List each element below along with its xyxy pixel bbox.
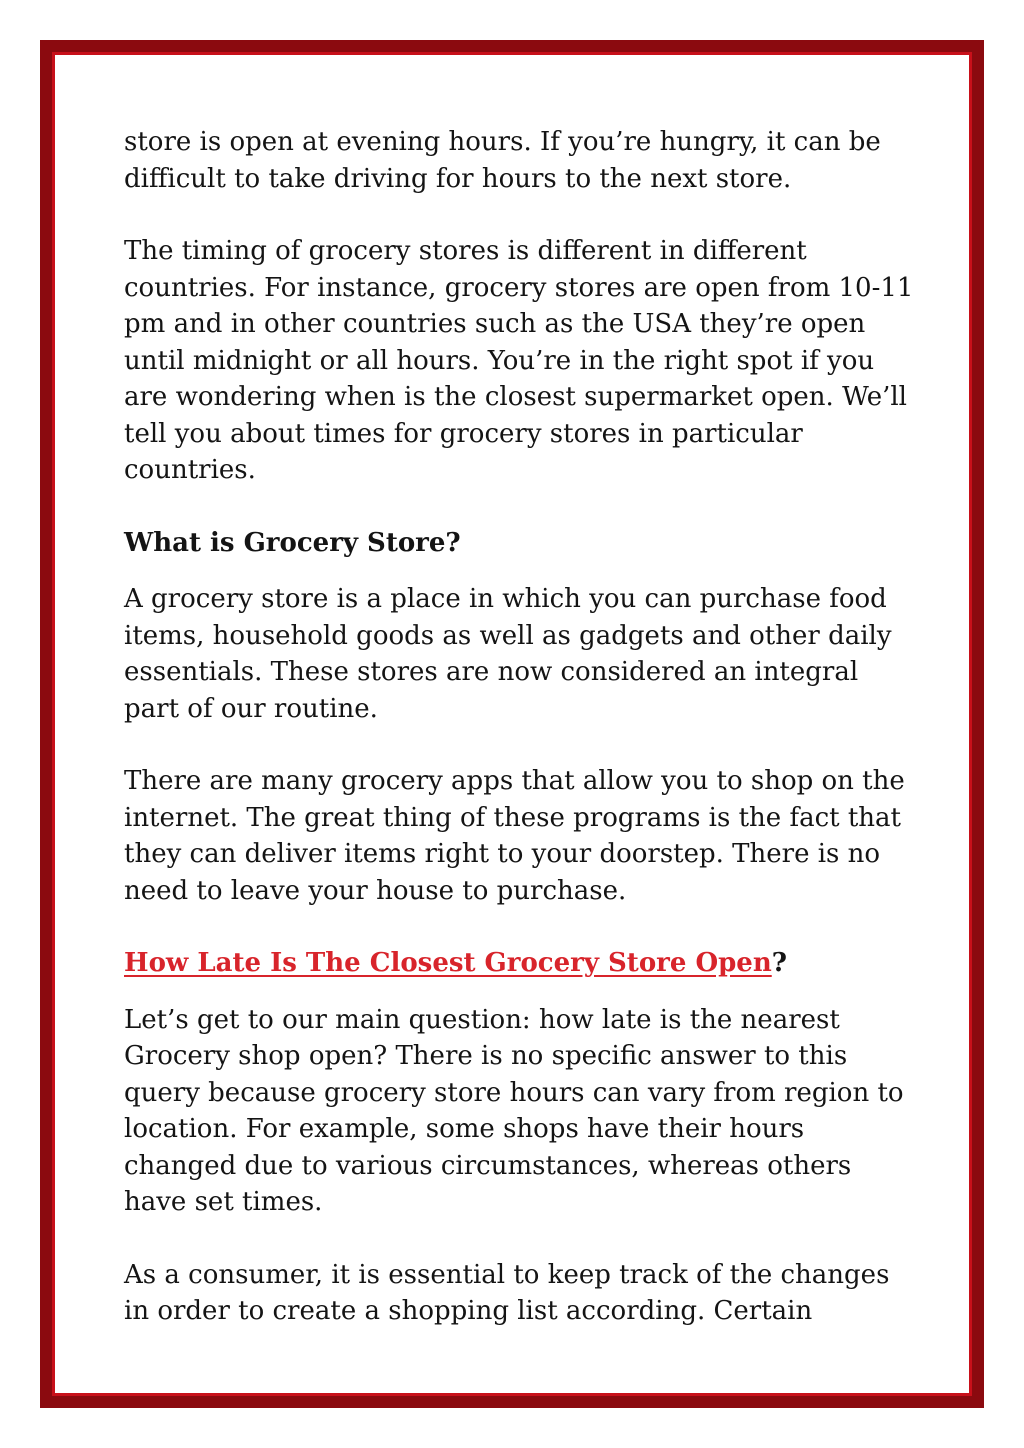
paragraph: The timing of grocery stores is different in different countries. For instance, grocery stores are open from 10-11 pm and in other countries such as the USA they’re open until midnight or all hours. You’re in the right spot if you are wondering when is the closest supermarket open. We’ll tell you about times for grocery stores in particular countries. [124, 236, 914, 485]
section-heading-what-is-grocery-store: What is Grocery Store? [124, 527, 461, 558]
paragraph: A grocery store is a place in which you can purchase food items, household goods as well as gadgets and other daily essentials. These stores are now considered an integral part of our routine. [124, 584, 892, 724]
paragraph: Let’s get to our main question: how late is the nearest Grocery shop open? There is no specific answer to this query because grocery store hours can vary from region to location. For example, some shops have their hours changed due to various circumstances, whereas others have set times. [124, 1004, 904, 1217]
document-body [124, 124, 914, 1366]
heading-link-how-late[interactable]: How Late Is The Closest Grocery Store Open [124, 948, 772, 978]
heading-suffix: ? [771, 948, 787, 978]
paragraph: As a consumer, it is essential to keep track of the changes in order to create a shopping list according. Certain [124, 1259, 890, 1326]
paragraph: There are many grocery apps that allow you to shop on the internet. The great thing of these programs is the fact that they can deliver items right to your doorstep. There is no need to leave your house to purchase. [124, 766, 905, 906]
paragraph: store is open at evening hours. If you’re hungry, it can be difficult to take driving for hours to the next store. [124, 127, 881, 194]
section-heading-how-late [124, 945, 914, 982]
